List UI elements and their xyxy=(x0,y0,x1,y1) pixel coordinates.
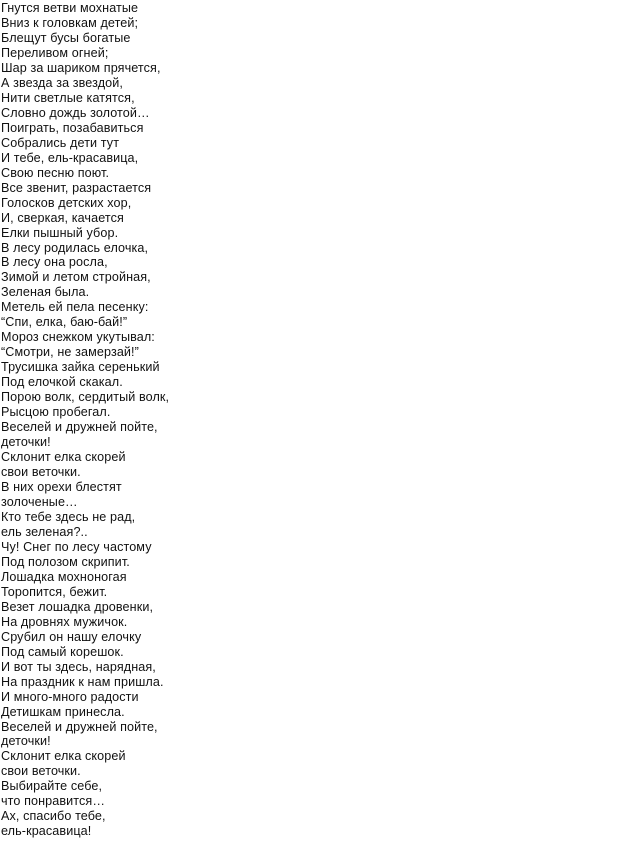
poem-line: Словно дождь золотой… xyxy=(1,105,150,120)
poem-line: Гнутся ветви мохнатые xyxy=(1,1,139,15)
poem-line: Чу! Снег по лесу частому xyxy=(1,539,152,554)
poem-line: Склонит елка скорей xyxy=(1,749,126,764)
poem-line: Рысцою пробегал. xyxy=(1,405,111,420)
poem-line: Срубил он нашу елочку xyxy=(1,629,142,644)
poem-line: Под полозом скрипит. xyxy=(1,554,130,569)
poem-line: Переливом огней; xyxy=(1,45,109,60)
poem-line: И, сверкая, качается xyxy=(1,210,124,225)
poem-line: Детишкам принесла. xyxy=(1,704,125,719)
poem-line: И много-много радости xyxy=(1,689,139,704)
poem-line: золоченые… xyxy=(1,494,78,509)
poem-line: Зимой и летом стройная, xyxy=(1,270,151,285)
poem-line: свои веточки. xyxy=(1,465,81,480)
poem-line: В лесу родилась елочка, xyxy=(1,240,149,255)
poem-line: Все звенит, разрастается xyxy=(1,180,152,195)
poem-line: Лошадка мохноногая xyxy=(1,569,127,584)
poem-line: “Смотри, не замерзай!” xyxy=(1,345,139,360)
poem-line: На дровнях мужичок. xyxy=(1,614,128,629)
poem-line: И тебе, ель-красавица, xyxy=(1,150,139,165)
poem-line: Выбирайте себе, xyxy=(1,779,103,794)
poem-text xyxy=(1,1,631,839)
poem-line: На праздник к нам пришла. xyxy=(1,674,164,689)
poem-line: Блещут бусы богатые xyxy=(1,30,131,45)
poem-line: Свою песню поют. xyxy=(1,165,110,180)
poem-line: Трусишка зайка серенький xyxy=(1,360,160,375)
poem-line: А звезда за звездой, xyxy=(1,75,124,90)
poem-line: ель-красавица! xyxy=(1,824,92,839)
poem-line: Веселей и дружней пойте, xyxy=(1,420,158,435)
poem-line: Торопится, бежит. xyxy=(1,584,108,599)
poem-line: Голосков детских хор, xyxy=(1,195,132,210)
poem-line: Вниз к головкам детей; xyxy=(1,15,139,30)
poem-line: деточки! xyxy=(1,734,51,749)
poem-line: деточки! xyxy=(1,435,51,450)
poem-line: Веселей и дружней пойте, xyxy=(1,719,158,734)
poem-line: Под елочкой скакал. xyxy=(1,375,123,390)
poem-line: В лесу она росла, xyxy=(1,255,108,270)
poem-line: Склонит елка скорей xyxy=(1,450,126,465)
poem-line: Ах, спасибо тебе, xyxy=(1,809,106,824)
poem-line: Под самый корешок. xyxy=(1,644,124,659)
poem-line: Порою волк, сердитый волк, xyxy=(1,390,170,405)
poem-line: Мороз снежком укутывал: xyxy=(1,330,155,345)
poem-line: Кто тебе здесь не рад, xyxy=(1,509,136,524)
poem-line: Метель ей пела песенку: xyxy=(1,300,149,315)
poem-line: Шар за шариком прячется, xyxy=(1,60,161,75)
poem-line: Зеленая была. xyxy=(1,285,90,300)
poem-line: Поиграть, позабавиться xyxy=(1,120,144,135)
poem-line: ель зеленая?.. xyxy=(1,524,88,539)
poem-line: И вот ты здесь, нарядная, xyxy=(1,659,156,674)
poem-line: Елки пышный убор. xyxy=(1,225,119,240)
poem-line: Нити светлые катятся, xyxy=(1,90,135,105)
poem-line: “Спи, елка, баю-бай!” xyxy=(1,315,128,330)
poem-line: что понравится… xyxy=(1,794,106,809)
poem-line: Собрались дети тут xyxy=(1,135,120,150)
poem-line: свои веточки. xyxy=(1,764,81,779)
poem-line: Везет лошадка дровенки, xyxy=(1,599,154,614)
poem-line: В них орехи блестят xyxy=(1,480,122,494)
